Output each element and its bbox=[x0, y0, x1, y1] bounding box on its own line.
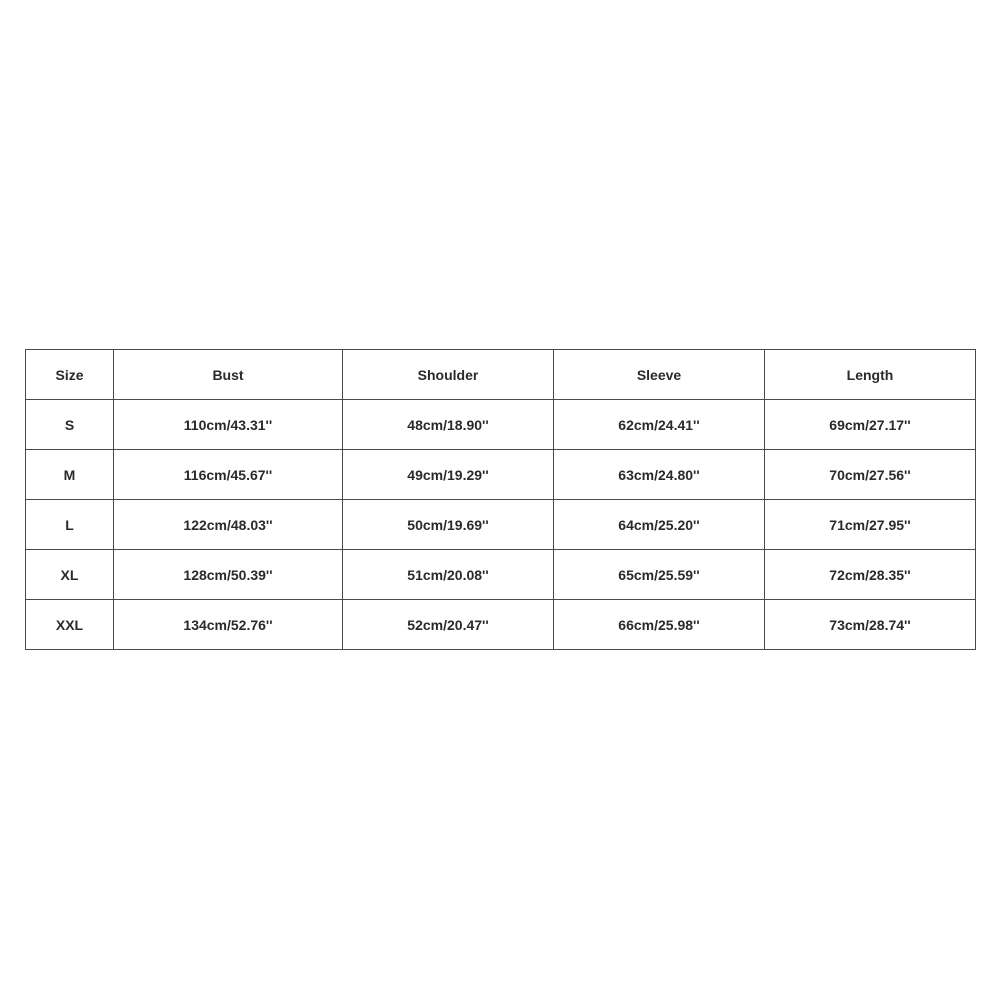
cell-bust: 134cm/52.76'' bbox=[114, 600, 343, 650]
table-row bbox=[26, 550, 976, 600]
cell-size: L bbox=[26, 500, 114, 550]
table-row bbox=[26, 400, 976, 450]
cell-size: M bbox=[26, 450, 114, 500]
header-shoulder: Shoulder bbox=[343, 350, 554, 400]
cell-sleeve: 64cm/25.20'' bbox=[554, 500, 765, 550]
cell-size: XL bbox=[26, 550, 114, 600]
cell-shoulder: 50cm/19.69'' bbox=[343, 500, 554, 550]
cell-length: 71cm/27.95'' bbox=[765, 500, 976, 550]
cell-sleeve: 62cm/24.41'' bbox=[554, 400, 765, 450]
cell-length: 70cm/27.56'' bbox=[765, 450, 976, 500]
cell-length: 73cm/28.74'' bbox=[765, 600, 976, 650]
size-chart-table bbox=[25, 349, 976, 650]
cell-bust: 122cm/48.03'' bbox=[114, 500, 343, 550]
table-row bbox=[26, 500, 976, 550]
cell-shoulder: 51cm/20.08'' bbox=[343, 550, 554, 600]
cell-length: 72cm/28.35'' bbox=[765, 550, 976, 600]
header-size: Size bbox=[26, 350, 114, 400]
table-row bbox=[26, 450, 976, 500]
cell-bust: 110cm/43.31'' bbox=[114, 400, 343, 450]
cell-shoulder: 52cm/20.47'' bbox=[343, 600, 554, 650]
cell-size: XXL bbox=[26, 600, 114, 650]
cell-shoulder: 49cm/19.29'' bbox=[343, 450, 554, 500]
cell-length: 69cm/27.17'' bbox=[765, 400, 976, 450]
table-row bbox=[26, 600, 976, 650]
table-header-row bbox=[26, 350, 976, 400]
cell-bust: 128cm/50.39'' bbox=[114, 550, 343, 600]
cell-shoulder: 48cm/18.90'' bbox=[343, 400, 554, 450]
cell-sleeve: 65cm/25.59'' bbox=[554, 550, 765, 600]
cell-bust: 116cm/45.67'' bbox=[114, 450, 343, 500]
header-length: Length bbox=[765, 350, 976, 400]
header-bust: Bust bbox=[114, 350, 343, 400]
cell-sleeve: 63cm/24.80'' bbox=[554, 450, 765, 500]
header-sleeve: Sleeve bbox=[554, 350, 765, 400]
cell-sleeve: 66cm/25.98'' bbox=[554, 600, 765, 650]
cell-size: S bbox=[26, 400, 114, 450]
